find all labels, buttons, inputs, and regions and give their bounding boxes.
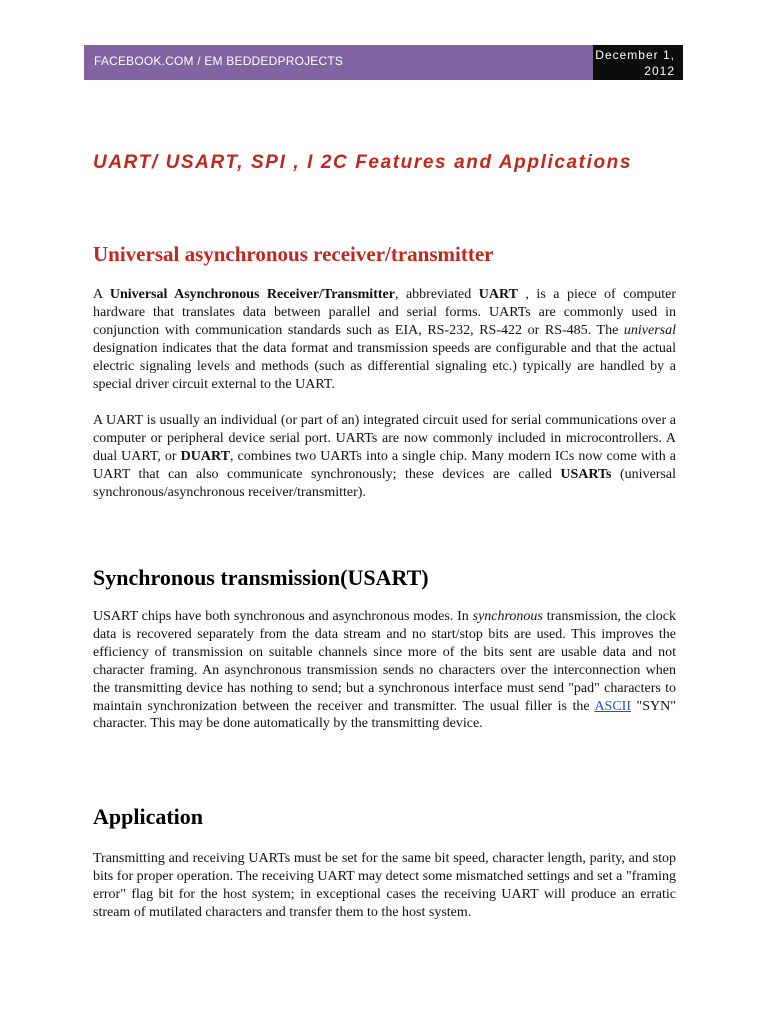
paragraph-uart-intro: A Universal Asynchronous Receiver/Transmitter, abbreviated UART , is a piece of computer hardware that translates data between parallel and serial forms. UARTs are commonly used in conjunction with communication standards such as EIA, RS-232, RS-422 or RS-485. The universal designation indicates that the data format and transmission speeds are configurable and that the actual electric signaling levels and methods (such as differential signaling etc.) typically are handled by a special driver circuit external to the UART.	[93, 287, 677, 392]
section-heading-uart: Universal asynchronous receiver/transmitter	[93, 242, 494, 266]
paragraph-application: Transmitting and receiving UARTs must be set for the same bit speed, character length, parity, and stop bits for proper operation. The receiving UART may detect some mismatched settings and set a "framing error" flag bit for the host system; in exceptional cases the receiving UART will produce an erratic stream of mutilated characters and transfer them to the host system.	[93, 851, 676, 920]
date-line-1: December 1,	[595, 48, 675, 62]
section-heading-usart: Synchronous transmission(USART)	[93, 565, 429, 590]
section-heading-application: Application	[93, 804, 204, 829]
ascii-link[interactable]: ASCII	[594, 698, 631, 714]
date-box	[593, 45, 683, 80]
paragraph-uart-ic: A UART is usually an individual (or part of an) integrated circuit used for serial communications over a computer or peripheral device serial port. UARTs are now commonly included in microcontrollers. A dual UART, or DUART, combines two UARTs into a single chip. Many modern ICs now come with a UART that can also communicate synchronously; these devices are called USARTs (universal synchronous/asynchronous receiver/transmitter).	[93, 413, 677, 500]
date-line-2: 2012	[644, 64, 675, 78]
paragraph-usart: USART chips have both synchronous and asynchronous modes. In synchronous transmission, the clock data is recovered separately from the data stream and no start/stop bits are used. This improves the efficiency of transmission on suitable channels since more of the bits sent are usable data and not character framing. An asynchronous transmission sends no characters over the interconnection when the transmitting device has nothing to send; but a synchronous interface must send "pad" characters to maintain synchronization between the receiver and transmitter. The usual filler is the ASCII "SYN" character. This may be done automatically by the transmitting device.	[93, 609, 677, 732]
site-label: FACEBOOK.COM / EM BEDDEDPROJECTS	[94, 54, 344, 68]
document-title: UART/ USART, SPI , I 2C Features and Applications	[93, 152, 633, 173]
date-label	[591, 47, 675, 79]
header-band	[84, 45, 593, 80]
